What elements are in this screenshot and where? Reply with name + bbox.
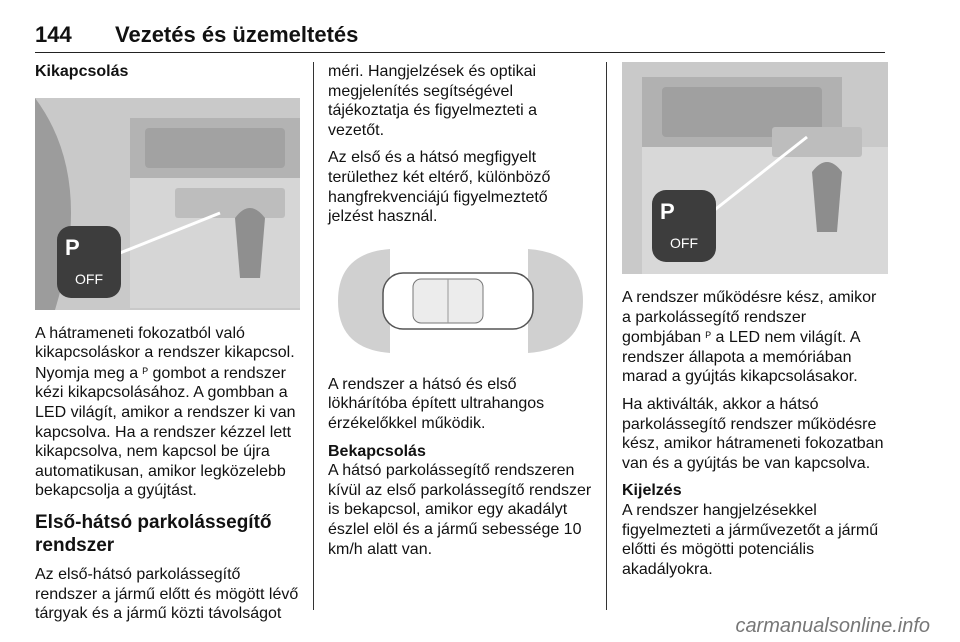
paragraph: A rendszer hangjelzésekkel figyelmezteti a járművezetőt a jármű előtti és mögötti potenciális akadályokra. [622, 501, 879, 578]
column-divider [313, 62, 314, 610]
heading-display: Kijelzés [622, 482, 682, 500]
dashboard-photo-off [35, 98, 300, 310]
parking-assist-button [652, 190, 716, 262]
column-3 [622, 62, 888, 587]
parking-sensor-icon: ᴾ [142, 364, 149, 380]
heading-off: Kikapcsolás [35, 63, 129, 80]
page-header [35, 22, 885, 53]
car-sensor-diagram [328, 245, 593, 357]
off-label: OFF [75, 271, 103, 287]
column-1 [35, 62, 300, 632]
parking-assist-button [57, 226, 121, 298]
paragraph: Az első és a hátsó megfigyelt területhez két eltérő, különböző hangfrekvenciájú figyelmeztető jelzést használ. [328, 149, 551, 226]
watermark: carmanualsonline.info [735, 615, 930, 637]
paragraph: A hátsó parkolássegítő rendszeren kívül az első parkolássegítő rendszer is bekapcsol, amikor egy akadályt észlel elöl és a jármű sebessége 10 km/h alatt van. [328, 462, 592, 558]
paragraph: Az első-hátsó parkolássegítő rendszer a jármű előtt és mögött lévő tárgyak és a jármű közti távolságot [35, 565, 299, 623]
dashboard-photo-ready [622, 62, 888, 274]
paragraph: méri. Hangjelzések és optikai megjelenítés segítségével tájékoztatja és figyelmezteti a vezetőt. [328, 63, 537, 139]
paragraph: Ha aktiválták, akkor a hátsó parkolássegítő rendszer működésre kész, amikor hátrameneti fokozatban van és a gyújtás be van kapcsolva. [622, 395, 884, 472]
heading-on: Bekapcsolás [328, 442, 426, 460]
paragraph: A hátrameneti fokozatból való kikapcsoláskor a rendszer kikapcsol. Nyomja meg a ᴾ gombot a rendszer kézi kikapcsolásához. A gombban a LED világít, amikor a rendszer ki van kapcsolva. Ha a rendszer kézzel lett kikapcsolva, nem kapcsol be újra automatikusan, amikor legközelebb bekapcsolja a gyújtást. [35, 324, 296, 500]
parking-assist-icon: P [65, 234, 80, 260]
parking-assist-icon: P [660, 199, 675, 224]
column-divider [606, 62, 607, 610]
column-2 [328, 62, 593, 567]
paragraph: A rendszer a hátsó és első lökhárítóba épített ultrahangos érzékelőkkel működik. [328, 375, 545, 432]
page-number: 144 [35, 22, 72, 47]
paragraph: A rendszer működésre kész, amikor a parkolássegítő rendszer gombjában ᴾ a LED nem világít. A rendszer állapota a memóriában marad a gyújtás kikapcsolásakor. [622, 289, 877, 386]
section-title: Első-hátsó parkolássegítő rendszer [35, 511, 272, 556]
parking-sensor-icon: ᴾ [705, 329, 712, 345]
off-label: OFF [670, 235, 698, 252]
chapter-title: Vezetés és üzemeltetés [115, 22, 359, 47]
